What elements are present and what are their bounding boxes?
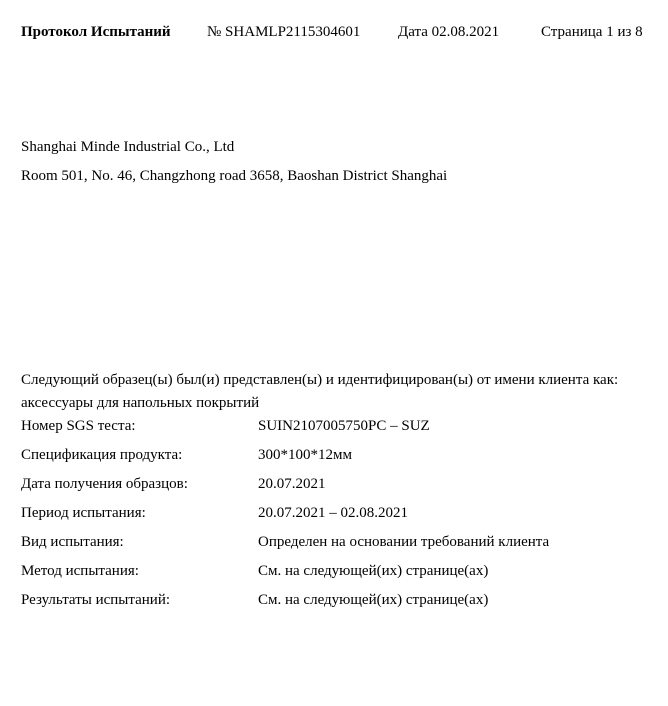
row-value: Определен на основании требований клиента	[258, 534, 550, 550]
row-label: Дата получения образцов:	[21, 476, 188, 492]
table-row	[21, 475, 649, 504]
company-name: Shanghai Minde Industrial Co., Ltd	[21, 139, 235, 155]
row-label: Метод испытания:	[21, 563, 139, 579]
table-row	[21, 504, 649, 533]
report-title: Протокол Испытаний	[21, 24, 171, 40]
row-value: См. на следующей(их) странице(ах)	[258, 592, 489, 608]
details-table	[21, 417, 649, 620]
page-indicator: Страница 1 из 8	[541, 24, 643, 40]
row-value: См. на следующей(их) странице(ах)	[258, 563, 489, 579]
sample-description-line2: аксессуары для напольных покрытий	[21, 395, 260, 411]
row-label: Результаты испытаний:	[21, 592, 171, 608]
table-row	[21, 533, 649, 562]
report-date: Дата 02.08.2021	[398, 24, 500, 40]
row-label: Период испытания:	[21, 505, 146, 521]
row-value: SUIN2107005750PC – SUZ	[258, 418, 430, 434]
company-address: Room 501, No. 46, Changzhong road 3658, Baoshan District Shanghai	[21, 168, 448, 184]
row-label: Вид испытания:	[21, 534, 124, 550]
table-row	[21, 562, 649, 591]
table-row	[21, 591, 649, 620]
report-number: № SHAMLP2115304601	[207, 24, 361, 40]
row-label: Спецификация продукта:	[21, 447, 183, 463]
sample-description-line1: Следующий образец(ы) был(и) представлен(ы) и идентифицирован(ы) от имени клиента как:	[21, 372, 619, 388]
row-value: 20.07.2021	[258, 476, 326, 492]
table-row	[21, 446, 649, 475]
sample-description	[21, 369, 649, 415]
row-value: 20.07.2021 – 02.08.2021	[258, 505, 408, 521]
row-value: 300*100*12мм	[258, 447, 352, 463]
row-label: Номер SGS теста:	[21, 418, 136, 434]
table-row	[21, 417, 649, 446]
